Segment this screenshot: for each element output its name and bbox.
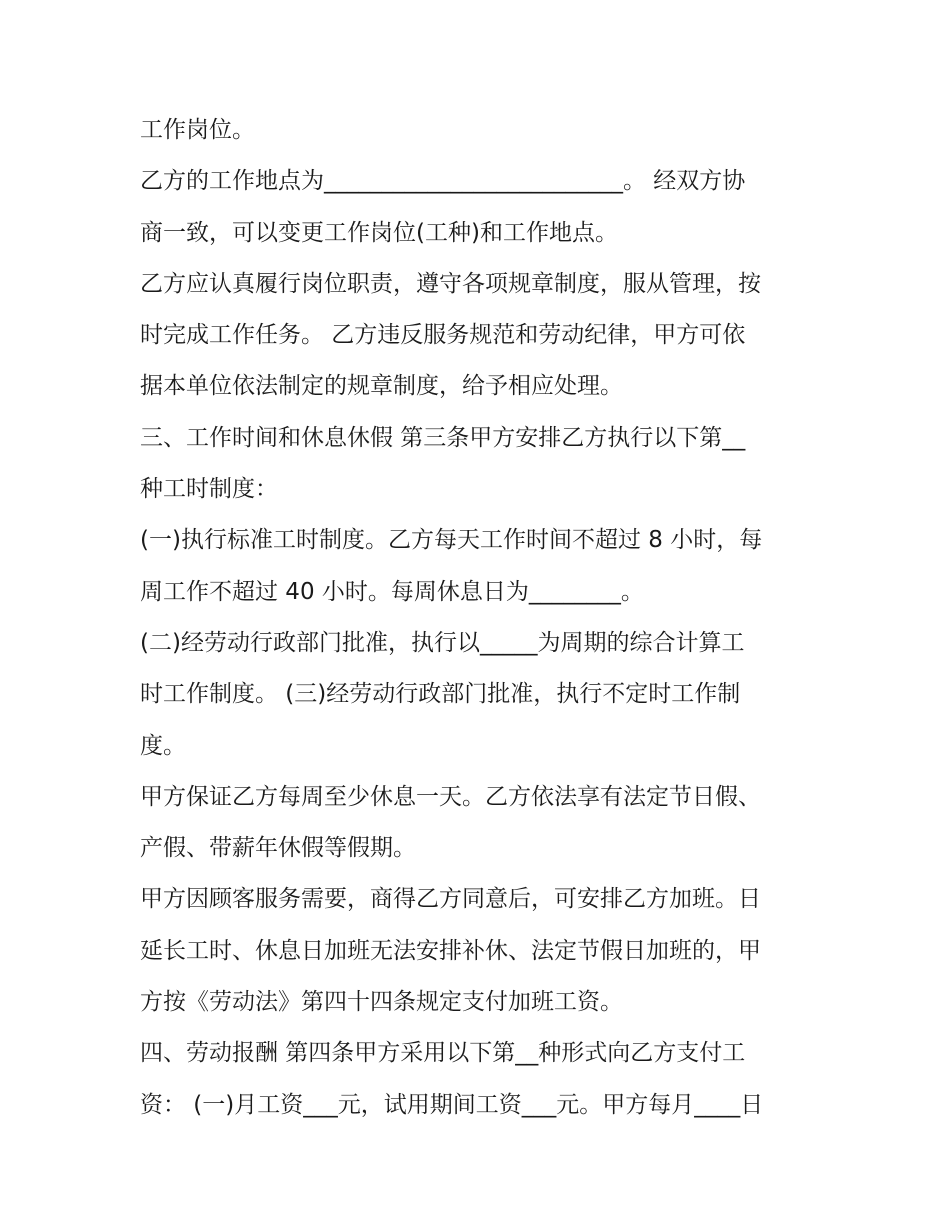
text-line: 商一致，可以变更工作岗位(工种)和工作地点。: [140, 219, 618, 246]
section-heading-line: 三、工作时间和休息休假 第三条甲方安排乙方执行以下第__: [140, 424, 746, 451]
text-line: 甲方因顾客服务需要，商得乙方同意后，可安排乙方加班。日: [140, 886, 761, 913]
text-line: 延长工时、休息日加班无法安排补休、法定节假日加班的，甲: [140, 937, 761, 964]
text-line: 工作岗位。: [140, 117, 255, 143]
text-line: 周工作不超过 40 小时。每周休息日为________。: [140, 578, 644, 605]
section-heading-line: 四、劳动报酬 第四条甲方采用以下第__种形式向乙方支付工: [140, 1040, 746, 1067]
text-line: 产假、带薪年休假等假期。: [140, 835, 416, 862]
text-line: 种工时制度：: [140, 476, 278, 503]
text-line: 甲方保证乙方每周至少休息一天。乙方依法享有法定节日假、: [140, 783, 761, 810]
text-line: 据本单位依法制定的规章制度，给予相应处理。: [140, 373, 623, 400]
text-line: 乙方应认真履行岗位职责，遵守各项规章制度，服从管理，按: [140, 270, 761, 297]
text-line: 资： (一)月工资___元，试用期间工资___元。甲方每月____日: [140, 1091, 764, 1118]
text-line: (二)经劳动行政部门批准，执行以_____为周期的综合计算工: [140, 629, 745, 656]
contract-text: [140, 105, 820, 1131]
text-line: (一)执行标准工时制度。乙方每天工作时间不超过 8 小时，每: [140, 527, 763, 554]
text-line: 时完成工作任务。 乙方违反服务规范和劳动纪律，甲方可依: [140, 322, 746, 349]
text-line: 乙方的工作地点为__________________________。 经双方协: [140, 168, 746, 195]
text-line: 时工作制度。 (三)经劳动行政部门批准，执行不定时工作制: [140, 681, 741, 708]
text-line: 度。: [140, 732, 186, 759]
text-line: 方按《劳动法》第四十四条规定支付加班工资。: [140, 989, 623, 1016]
